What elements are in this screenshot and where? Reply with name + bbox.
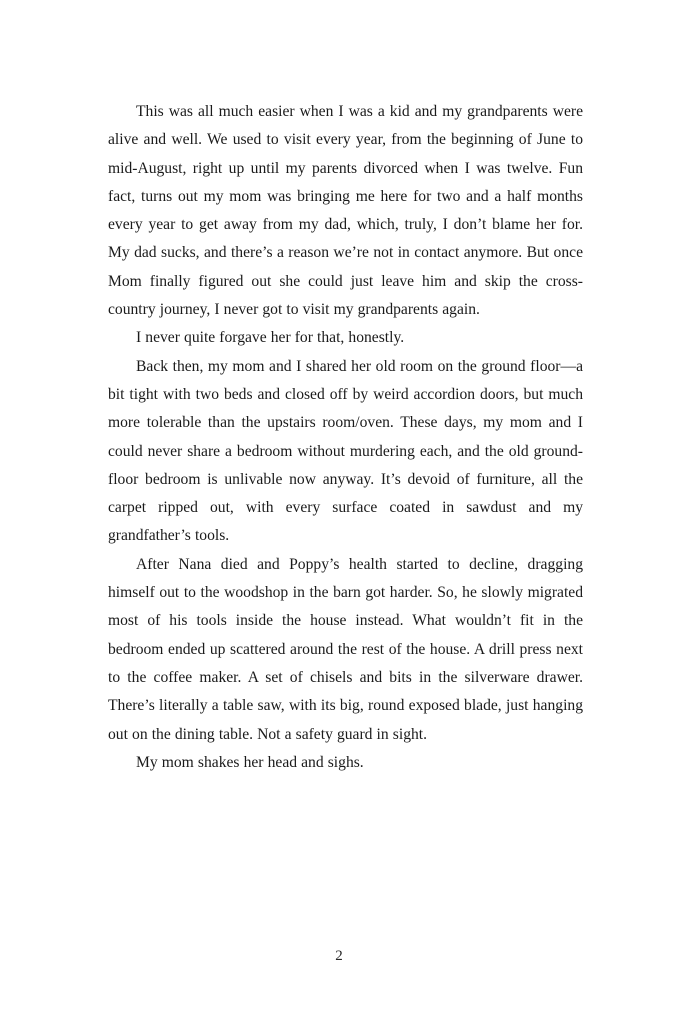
- paragraph: I never quite forgave her for that, honestly.: [136, 329, 405, 347]
- body-text-block: [108, 98, 583, 777]
- paragraph: Back then, my mom and I shared her old room on the ground floor—a bit tight with two beds and closed off by weird accordion doors, but much more tolerable than the upstairs room/oven. These days, my mom and I could never share a bedroom without murdering each, and the old ground-floor bedroom is unlivable now anyway. It’s devoid of furniture, all the carpet ripped out, with every surface coated in sawdust and my grandfather’s tools.: [108, 357, 583, 545]
- paragraph: After Nana died and Poppy’s health started to decline, dragging himself out to the woodshop in the barn got harder. So, he slowly migrated most of his tools inside the house instead. What wouldn’t fit in the bedroom ended up scattered around the rest of the house. A drill press next to the coffee maker. A set of chisels and bits in the silverware drawer. There’s literally a table saw, with its big, round exposed blade, just hanging out on the dining table. Not a safety guard in sight.: [108, 555, 583, 743]
- paragraph: My mom shakes her head and sighs.: [136, 753, 364, 771]
- page-number: 2: [335, 948, 343, 964]
- paragraph: This was all much easier when I was a kid and my grandparents were alive and well. We used to visit every year, from the beginning of June to mid-August, right up until my parents divorced when I was twelve. Fun fact, turns out my mom was bringing me here for two and a half months every year to get away from my dad, which, truly, I don’t blame her for. My dad sucks, and there’s a reason we’re not in contact anymore. But once Mom finally figured out she could just leave him and skip the cross-country journey, I never got to visit my grandparents again.: [108, 103, 583, 319]
